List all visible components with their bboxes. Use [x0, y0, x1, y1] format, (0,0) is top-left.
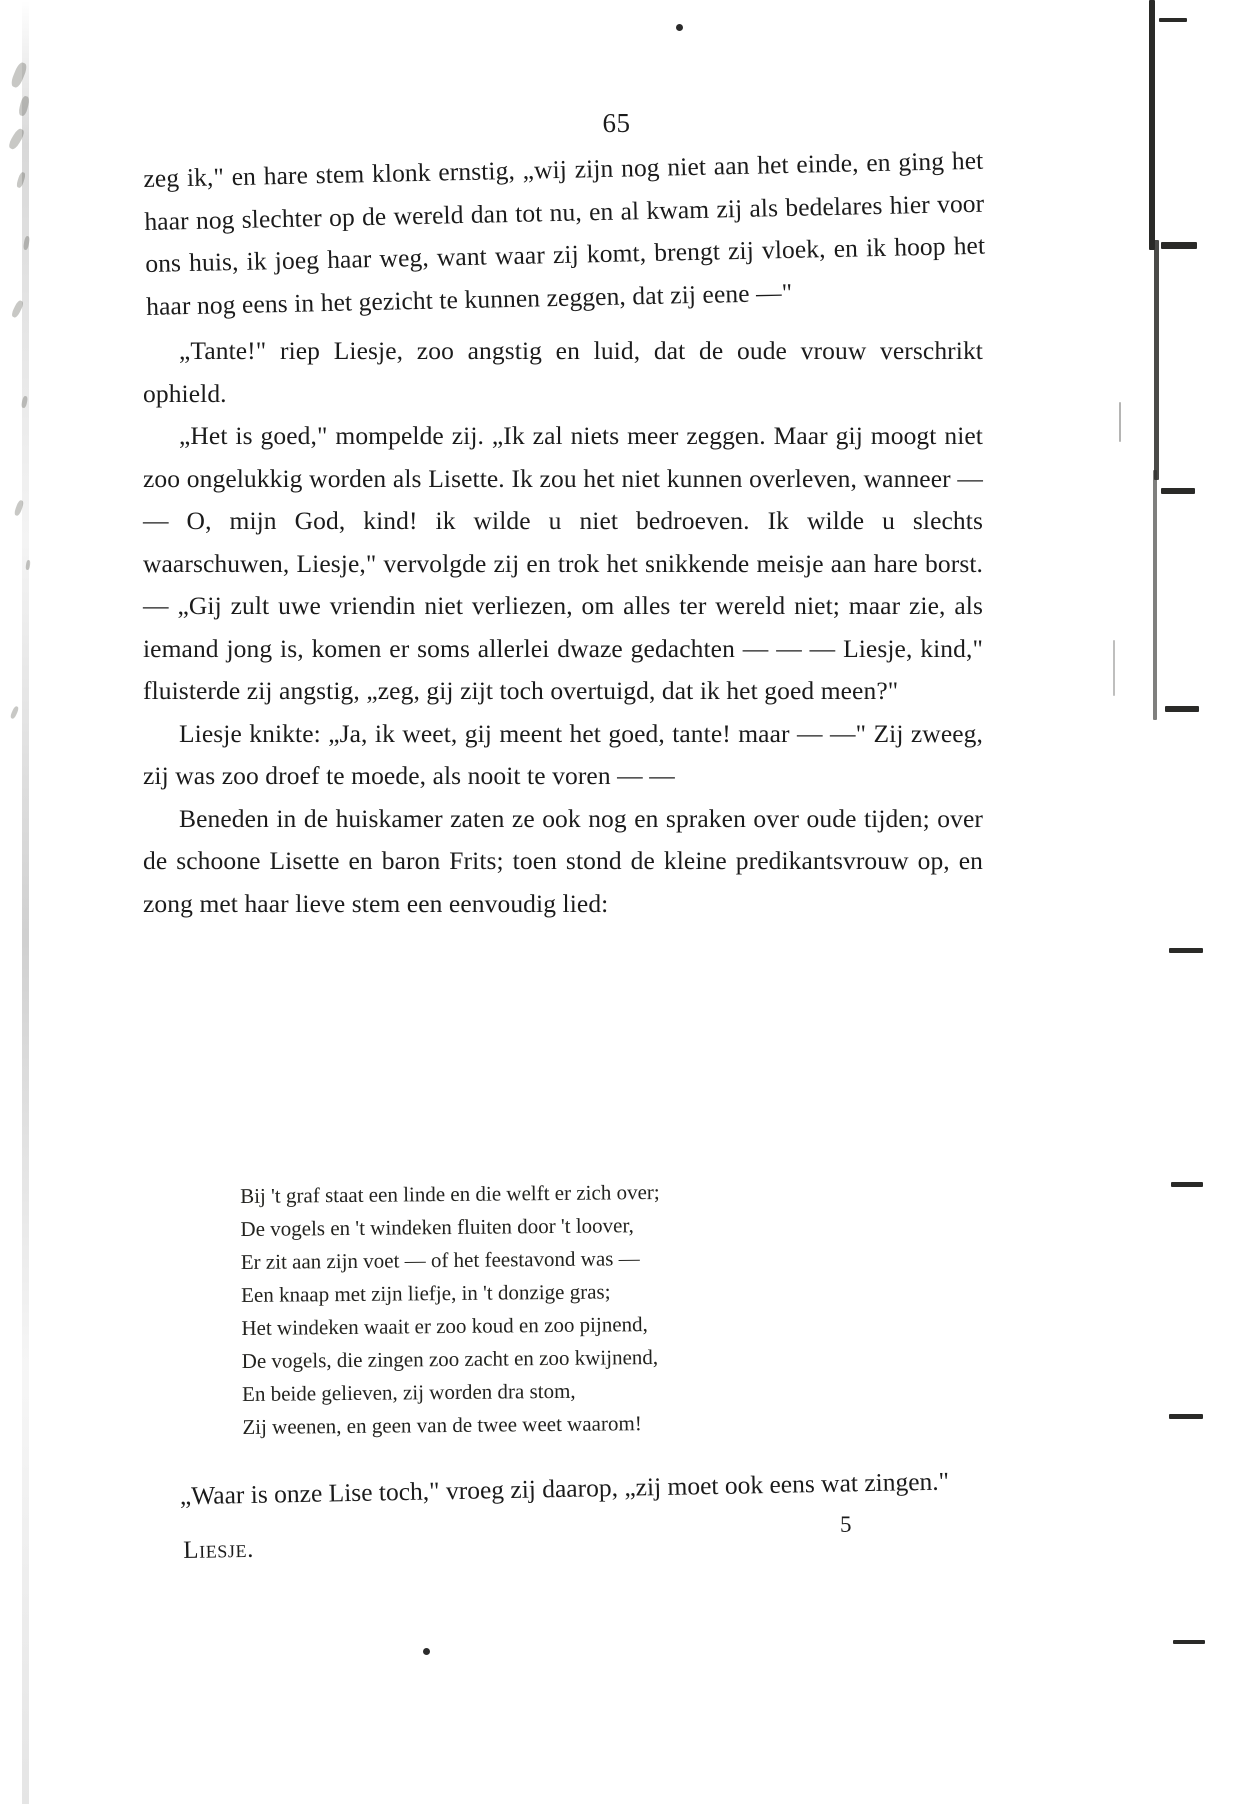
paragraph: „Het is goed," mompelde zij. „Ik zal niets meer zeggen. Maar gij moogt niet zoo ongelukkig worden als Lisette. Ik zou het niet kunnen overleven, wanneer — — O, mijn God, kind! ik wilde u niet bedroeven. Ik wilde u slechts waarschuwen, Liesje," vervolgde zij en trok het snikkende meisje aan hare borst. — „Gij zult uwe vriendin niet verliezen, om alles ter wereld niet; maar zie, als iemand jong is, komen er soms allerlei dwaze gedachten — — — Liesje, kind," fluisterde zij angstig, „zeg, gij zijt toch overtuigd, dat ik het goed meen?" — [143, 421, 983, 705]
paragraph-block-skewed — [143, 140, 987, 328]
ink-speck-top — [676, 24, 683, 31]
paragraph: „Tante!" riep Liesje, zoo angstig en luid, dat de oude vrouw verschrikt ophield. — [143, 336, 983, 408]
paragraph: „Waar is onze Lise toch," vroeg zij daarop, „zij moet ook eens wat zingen." — [179, 1466, 950, 1510]
page-gutter-shadow — [22, 0, 29, 1804]
closing-paragraph — [143, 1434, 985, 1543]
catchword-signature: Liesje. — [183, 1535, 255, 1564]
page-number: 65 — [602, 108, 631, 138]
sheet-signature-number: 5 — [840, 1512, 852, 1537]
verse-line: Zij weenen, en geen van de twee weet waarom! — [242, 1411, 642, 1439]
verse-line: Een knaap met zijn liefje, in 't donzige gras; — [240, 1279, 611, 1307]
ink-speck-bottom — [423, 1648, 430, 1655]
body-text — [143, 145, 986, 925]
scan-left-margin-artifacts — [0, 0, 46, 1804]
verse-line: En beide gelieven, zij worden dra stom, — [241, 1378, 576, 1406]
paragraph: Beneden in de huiskamer zaten ze ook nog en spraken over oude tijden; over de schoone Lisette en baron Frits; toen stond de kleine predikantsvrouw op, en zong met haar lieve stem een eenvoudig lied: — [143, 803, 983, 918]
verse-line: De vogels en 't windeken fluiten door 't loover, — [240, 1213, 634, 1241]
verse-line: Er zit aan zijn voet — of het feestavond was — — [240, 1246, 640, 1274]
verse-line: Bij 't graf staat een linde en die welft er zich over; — [240, 1179, 660, 1208]
verse-line: De vogels, die zingen zoo zacht en zoo kwijnend, — [241, 1344, 659, 1373]
verse-line: Het windeken waait er zoo koud en zoo pijnend, — [241, 1312, 648, 1340]
paragraph: zeg ik," en hare stem klonk ernstig, „wij zijn nog niet aan het einde, en ging het haar nog slechter op de wereld dan tot nu, en al kwam zij als bedelares hier voor ons huis, ik joeg haar weg, want waar zij komt, brengt zij vloek, en ik hoop het haar nog eens in het gezicht te kunnen zeggen, dat zij eene —" — [143, 145, 986, 321]
song-verse — [240, 1174, 883, 1444]
scan-right-margin-artifacts — [1113, 0, 1233, 1804]
paragraph: Liesje knikte: „Ja, ik weet, gij meent het goed, tante! maar — —" Zij zweeg, zij was zoo droef te moede, als nooit te voren — — — [143, 718, 983, 790]
